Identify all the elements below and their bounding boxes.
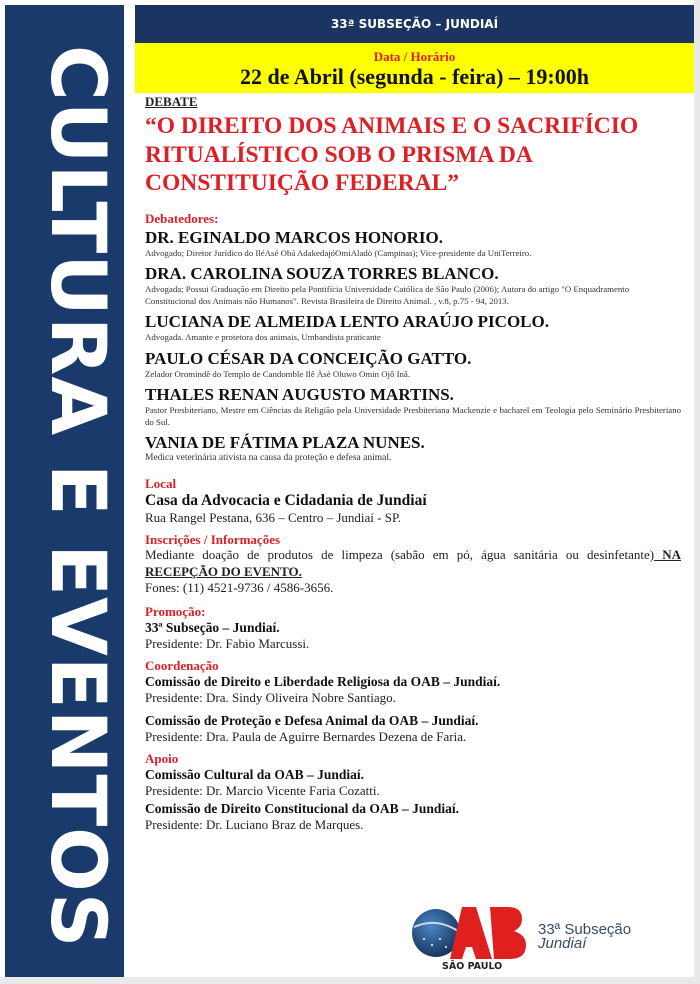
debater-item [145, 433, 690, 465]
debater-name: PAULO CÉSAR DA CONCEIÇÃO GATTO. [145, 348, 472, 368]
debater-desc: Medica veterinária ativista na causa da proteção e defesa animal. [145, 453, 392, 463]
subsection-header: 33ª SUBSEÇÃO – JUNDIAÍ [135, 5, 694, 43]
debater-name: VANIA DE FÁTIMA PLAZA NUNES. [145, 433, 425, 452]
support-org: Comissão de Direito Constitucional da OAB – Jundiaí. [145, 800, 460, 816]
debater-item [145, 228, 690, 260]
main-content [145, 94, 690, 833]
coordination-president: Presidente: Dra. Paula de Aguirre Bernardes Dezena de Faria. [145, 728, 467, 744]
logo-line1: 33ª Subseção [538, 921, 632, 938]
event-title [145, 112, 690, 198]
debater-item [145, 264, 690, 307]
coordination-president: Presidente: Dra. Sindy Oliveira Nobre Santiago. [145, 690, 396, 705]
coordination-org: Comissão de Proteção e Defesa Animal da OAB – Jundiaí. [145, 712, 479, 728]
event-title-line: “O DIREITO DOS ANIMAIS E O SACRIFÍCIO [145, 113, 639, 139]
support-label: Apoio [145, 751, 179, 766]
debater-item [145, 349, 690, 381]
schedule-label: Data / Horário [373, 49, 456, 64]
debater-desc: Pastor Presbiteriano, Mestre em Ciências da Religião pela Universidade Presbiteriana Mackenzie e bacharel em Teologia pelo Seminário Presbiteriano do Sul. [145, 405, 681, 427]
debater-name: DR. EGINALDO MARCOS HONORIO. [145, 227, 443, 247]
oab-logo [410, 905, 650, 975]
location-label: Local [145, 475, 177, 491]
logo-region: SÃO PAULO [442, 961, 503, 972]
logo-subsection [538, 923, 631, 951]
location-address: Rua Rangel Pestana, 636 – Centro – Jundiaí - SP. [145, 509, 402, 525]
vertical-title: CULTURA E EVENTOS [34, 45, 123, 949]
registration-label: Inscrições / Informações [145, 532, 281, 547]
schedule-band [135, 43, 694, 93]
support-president: Presidente: Dr. Marcio Vicente Faria Cozatti. [145, 783, 380, 798]
debater-desc: Advogada. Amante e protetora dos animais, Umbandista praticante [145, 332, 381, 342]
support-org: Comissão Cultural da OAB – Jundiaí. [145, 767, 365, 782]
debater-name: DRA. CAROLINA SOUZA TORRES BLANCO. [145, 264, 499, 283]
event-title-line: RITUALÍSTICO SOB O PRISMA DA [145, 141, 533, 168]
debater-name: THALES RENAN AUGUSTO MARTINS. [145, 385, 454, 404]
event-title-line: CONSTITUIÇÃO FEDERAL” [145, 170, 460, 196]
debater-desc: Zelador Oromindê do Templo de Candomble Ilê Àsè Oluwo Omin Ojô Inã. [145, 368, 411, 379]
sidebar-banner [5, 5, 124, 977]
debater-desc: Advogada; Possui Graduação em Direito pela Pontifícia Universidade Católica de São Paulo (2006); Autora do artigo "O Enquadramento Constitucional dos Animais não Humanos". Revista Brasileira de Direito Animal. , v.8, p.75 - 94, 2013. [145, 284, 630, 306]
debater-name: LUCIANA DE ALMEIDA LENTO ARAÚJO PICOLO. [145, 312, 549, 331]
debater-desc: Advogado; Diretor Jurídico do IléAsé Obá AdakedajóOmiAladò (Campinas); Vice-presidente da UniTerreiro. [145, 247, 532, 258]
registration-body: Mediante doação de produtos de limpeza (sabão em pó, água sanitária ou desinfetante) [145, 547, 655, 562]
coordination-label: Coordenação [145, 658, 219, 673]
oab-emblem-icon [410, 905, 530, 961]
debater-item [145, 312, 690, 344]
logo-line2: Jundiaí [538, 935, 587, 952]
promotion-president: Presidente: Dr. Fabio Marcussi. [145, 635, 310, 651]
debater-item [145, 385, 690, 428]
support-president: Presidente: Dr. Luciano Braz de Marques. [145, 816, 364, 832]
promotion-label: Promoção: [145, 603, 206, 619]
registration-phones: Fones: (11) 4521-9736 / 4586-3656. [145, 580, 334, 595]
event-type: DEBATE [145, 94, 198, 109]
location-venue: Casa da Advocacia e Cidadania de Jundiaí [145, 491, 427, 509]
debaters-label: Debatedores: [145, 210, 219, 226]
registration-emphasis: NA RECEPÇÃO DO EVENTO. [145, 547, 682, 579]
registration-text [145, 547, 681, 580]
schedule-date-time: 22 de Abril (segunda - feira) – 19:00h [240, 64, 589, 89]
coordination-org: Comissão de Direito e Liberdade Religiosa da OAB – Jundiaí. [145, 674, 501, 689]
promotion-org: 33ª Subseção – Jundiaí. [145, 619, 280, 635]
